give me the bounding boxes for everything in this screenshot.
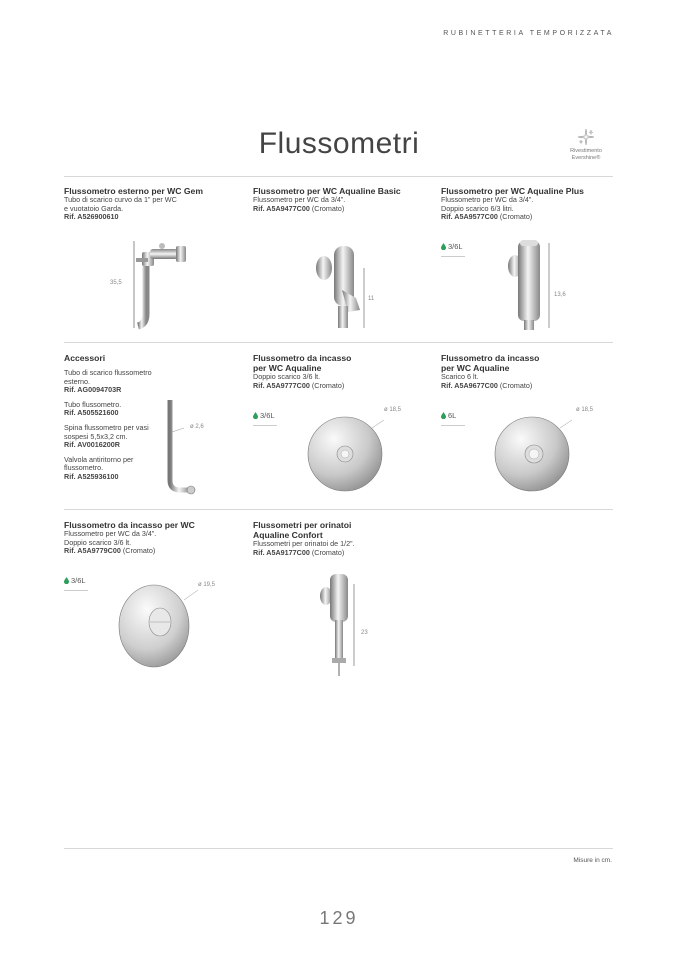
product-incasso-3-6 <box>253 353 428 390</box>
product-finish: (Cromato) <box>122 546 156 556</box>
dimension-label: 35,5 <box>110 280 122 286</box>
product-image-incasso-3-6 <box>300 408 390 503</box>
sparkle-icon <box>577 128 595 146</box>
product-title: Flussometro per WC Aqualine Plus <box>441 186 584 196</box>
dimension-label: ø 18,5 <box>576 407 594 413</box>
product-desc: Doppio scarico 6/3 litri. <box>441 203 514 213</box>
product-finish: (Cromato) <box>499 212 533 222</box>
water-badge <box>253 411 277 426</box>
product-aqualine-basic <box>253 186 428 213</box>
product-desc: e vuotatoio Garda. <box>64 203 124 213</box>
dimension-label: ø 19,5 <box>198 582 216 588</box>
product-ref: Rif. A5A9677C00 <box>441 380 498 390</box>
divider <box>64 509 613 510</box>
product-title-line: Flussometro da incasso <box>253 353 352 363</box>
product-title-line: Flussometri per orinatoi <box>253 520 352 530</box>
badge-line-2: Evershine® <box>571 155 601 161</box>
water-badge <box>441 411 465 426</box>
accessory-ref: Rif. AG0094703R <box>64 385 122 395</box>
product-finish: (Cromato) <box>311 547 345 557</box>
dimension-label: 13,6 <box>554 292 566 298</box>
divider <box>64 342 613 343</box>
product-title: Flussometro esterno per WC Gem <box>64 186 203 196</box>
product-incasso-wc <box>64 520 239 556</box>
product-desc: Scarico 6 lt. <box>441 372 479 381</box>
product-desc: Flussometro per WC da 3/4”. <box>64 529 157 538</box>
dimension-label: ø 2,6 <box>190 424 204 430</box>
accessory-ref: Rif. A505521600 <box>64 408 119 418</box>
accessory-text: Valvola antiritorno per flussometro. <box>64 454 134 473</box>
product-title-line: Flussometro da incasso <box>441 353 540 363</box>
product-image-incasso-wc <box>112 578 212 678</box>
accessory-text: Tubo flussometro. <box>64 399 122 409</box>
water-badge <box>64 576 88 591</box>
accessory-image-pipe <box>160 398 200 503</box>
product-desc: Tubo di scarico curvo da 1” per WC <box>64 195 177 204</box>
water-volume: 3/6L <box>448 242 463 251</box>
product-desc: Flussometri per orinatoi de 1/2”. <box>253 539 355 548</box>
product-incasso-6 <box>441 353 616 390</box>
accessories <box>64 353 164 488</box>
water-drop-icon <box>64 577 69 584</box>
accessory-text: Tubo di scarico flussometro esterno. <box>64 368 152 386</box>
dimension-label: ø 18,5 <box>384 407 402 413</box>
product-title-line: Aqualine Confort <box>253 530 323 540</box>
product-image-gem <box>110 236 200 341</box>
water-badge <box>441 242 465 257</box>
product-image-aqualine-basic <box>308 240 383 340</box>
product-desc: Flussometro per WC da 3/4”. <box>441 195 534 204</box>
product-title: Flussometro per WC Aqualine Basic <box>253 186 401 196</box>
product-title-line: per WC Aqualine <box>441 363 510 373</box>
accessory-ref: Rif. A525936100 <box>64 471 119 481</box>
evershine-badge <box>556 128 616 162</box>
water-volume: 3/6L <box>260 411 275 420</box>
page-title: Flussometri <box>258 127 420 160</box>
dimension-label: 11 <box>368 296 375 302</box>
product-title-line: per WC Aqualine <box>253 363 322 373</box>
accessory-ref: Rif. AV0016200R <box>64 440 120 450</box>
product-orinatoi <box>253 520 428 557</box>
product-ref: Rif. A5A9177C00 <box>253 547 310 557</box>
product-image-incasso-6 <box>488 408 578 503</box>
product-finish: (Cromato) <box>499 380 533 390</box>
product-ref: Rif. A5A9779C00 <box>64 546 121 556</box>
water-drop-icon <box>441 412 446 419</box>
product-desc: Doppio scarico 3/6 lt. <box>64 537 132 547</box>
water-drop-icon <box>441 243 446 250</box>
product-title: Flussometro da incasso per WC <box>64 520 195 530</box>
section-header: RUBINETTERIA TEMPORIZZATA <box>443 30 614 37</box>
product-aqualine-plus <box>441 186 616 222</box>
footer-divider <box>64 848 613 849</box>
product-finish: (Cromato) <box>311 203 345 213</box>
accessories-title: Accessori <box>64 353 106 363</box>
water-volume: 6L <box>448 411 457 420</box>
product-ref: Rif. A5A9777C00 <box>253 380 310 390</box>
divider <box>64 176 613 177</box>
accessory-text: Spina flussometro per vasi sospesi 5,5x3,2 cm. <box>64 422 149 441</box>
water-drop-icon <box>253 412 258 419</box>
product-image-orinatoi <box>312 570 372 685</box>
page-number: 129 <box>319 908 359 928</box>
product-gem <box>64 186 239 222</box>
product-finish: (Cromato) <box>311 380 345 390</box>
product-desc: Flussometro per WC da 3/4”. <box>253 195 346 204</box>
product-desc: Doppio scarico 3/6 lt. <box>253 372 321 381</box>
water-volume: 3/6L <box>71 576 86 585</box>
product-ref: Rif. A5A9577C00 <box>441 212 498 222</box>
product-image-aqualine-plus <box>500 238 560 338</box>
product-ref: Rif. A5A9477C00 <box>253 203 310 213</box>
measurement-note: Misure in cm. <box>573 857 612 864</box>
product-ref: Rif. A526900610 <box>64 212 119 222</box>
badge-line-1: Rivestimento <box>570 148 602 154</box>
dimension-label: 23 <box>361 630 368 636</box>
